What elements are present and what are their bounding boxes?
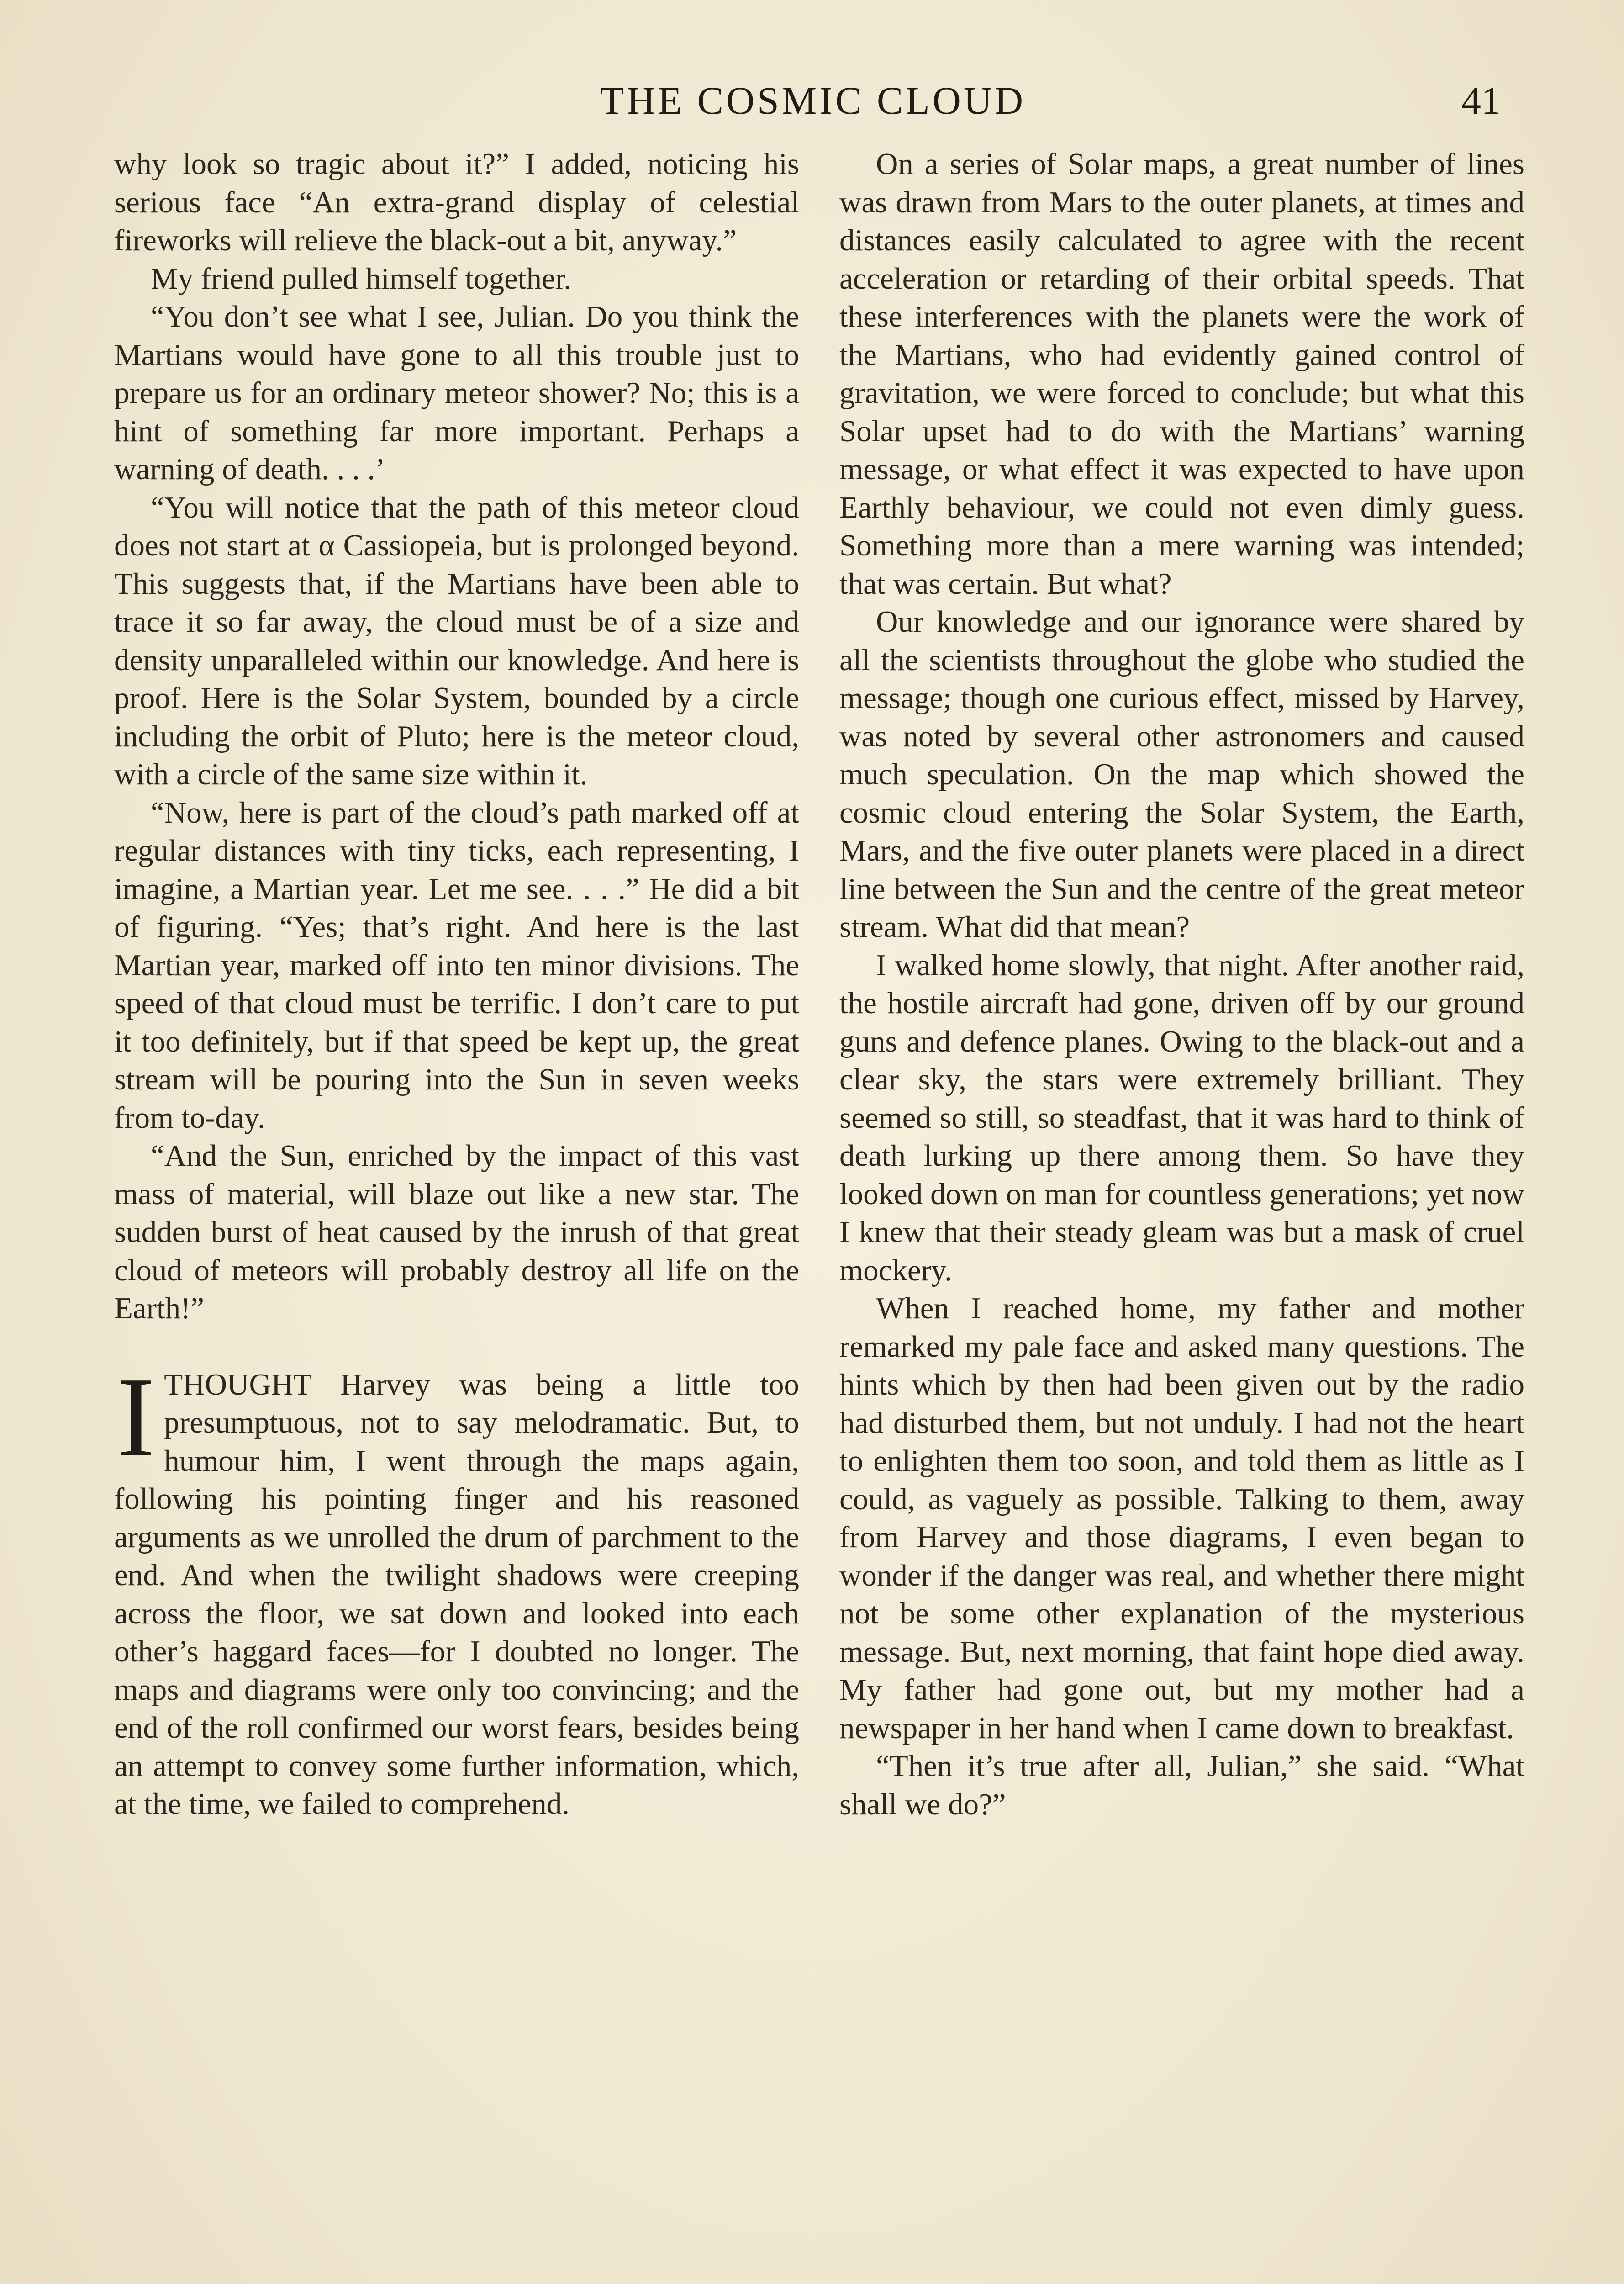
paragraph: why look so tragic about it?” I added, noticing his serious face “An extra-grand display of celestial fireworks will relieve the black-out a bit, anyway.”: [114, 147, 799, 257]
page-number: 41: [1461, 79, 1501, 122]
paragraph: On a series of Solar maps, a great number of lines was drawn from Mars to the outer planets, at times and distances easily calculated to agree with the recent acceleration or retarding of their orbital speeds. That these interferences with the planets were the work of the Martians, who had evidently gained control of gravitation, we were forced to conclude; but what this Solar upset had to do with the Martians’ warning message, or what effect it was expected to have upon Earthly behaviour, we could not even dimly guess. Something more than a mere warning was intended; that was certain. But what?: [839, 147, 1524, 601]
section-break: [114, 1328, 799, 1366]
paragraph: “Now, here is part of the cloud’s path marked off at regular distances with tiny ticks, each representing, I imagine, a Martian year. Let me see. . . .” He did a bit of figuring. “Yes; that’s right. And here is the last Martian year, marked off into ten minor divisions. The speed of that cloud must be terrific. I don’t care to put it too definitely, but if that speed be kept up, the great stream will be pouring into the Sun in seven weeks from to-day.: [114, 795, 799, 1135]
page-header: [0, 78, 1624, 128]
drop-cap: I: [117, 1353, 155, 1480]
running-title: THE COSMIC CLOUD: [600, 79, 1026, 122]
dropcap-paragraph: [114, 1353, 799, 1824]
paragraph: I walked home slowly, that night. After another raid, the hostile aircraft had gone, driven off by our ground guns and defence planes. Owing to the black-out and a clear sky, the stars were extremely brilliant. They seemed so still, so steadfast, that it was hard to think of death lurking up there among them. So have they looked down on man for countless generations; yet now I knew that their steady gleam was but a mask of cruel mockery.: [839, 948, 1524, 1287]
left-column: [114, 145, 799, 1824]
dropcap-paragraph-text: THOUGHT Harvey was being a little too presumptuous, not to say melodramatic. But, to humour him, I went through the maps again, following his pointing finger and his reasoned arguments as we unrolled the drum of parchment to the end. And when the twilight shadows were creeping across the floor, we sat down and looked into each other’s haggard faces—for I doubted no longer. The maps and diagrams were only too convincing; and the end of the roll confirmed our worst fears, besides being an attempt to convey some further information, which, at the time, we failed to comprehend.: [114, 1367, 799, 1821]
paragraph: “And the Sun, enriched by the impact of this vast mass of material, will blaze out like a new star. The sudden burst of heat caused by the inrush of that great cloud of meteors will probably destroy all life on the Earth!”: [114, 1139, 799, 1325]
paragraph: Our knowledge and our ignorance were shared by all the scientists throughout the globe who studied the message; though one curious effect, missed by Harvey, was noted by several other astronomers and caused much speculation. On the map which showed the cosmic cloud entering the Solar System, the Earth, Mars, and the five outer planets were placed in a direct line between the Sun and the centre of the great meteor stream. What did that mean?: [839, 605, 1524, 944]
right-column: [839, 145, 1524, 1824]
paragraph: My friend pulled himself together.: [151, 261, 572, 296]
paragraph: “You don’t see what I see, Julian. Do you think the Martians would have gone to all this trouble just to prepare us for an ordinary meteor shower? No; this is a hint of something far more important. Perhaps a warning of death. . . .’: [114, 300, 799, 486]
paragraph: “You will notice that the path of this meteor cloud does not start at α Cassiopeia, but is prolonged beyond. This suggests that, if the Martians have been able to trace it so far away, the cloud must be of a size and density unparalleled within our knowledge. And here is proof. Here is the Solar System, bounded by a circle including the orbit of Pluto; here is the meteor cloud, with a circle of the same size within it.: [114, 490, 799, 791]
paragraph: “Then it’s true after all, Julian,” she said. “What shall we do?”: [839, 1749, 1524, 1821]
paragraph: When I reached home, my father and mother remarked my pale face and asked many questions. The hints which by then had been given out by the radio had disturbed them, but not unduly. I had not the heart to enlighten them too soon, and told them as little as I could, as vaguely as possible. Talking to them, away from Harvey and those diagrams, I even began to wonder if the danger was real, and whether there might not be some other explanation of the mysterious message. But, next morning, that faint hope died away. My father had gone out, but my mother had a newspaper in her hand when I came down to breakfast.: [839, 1291, 1524, 1745]
